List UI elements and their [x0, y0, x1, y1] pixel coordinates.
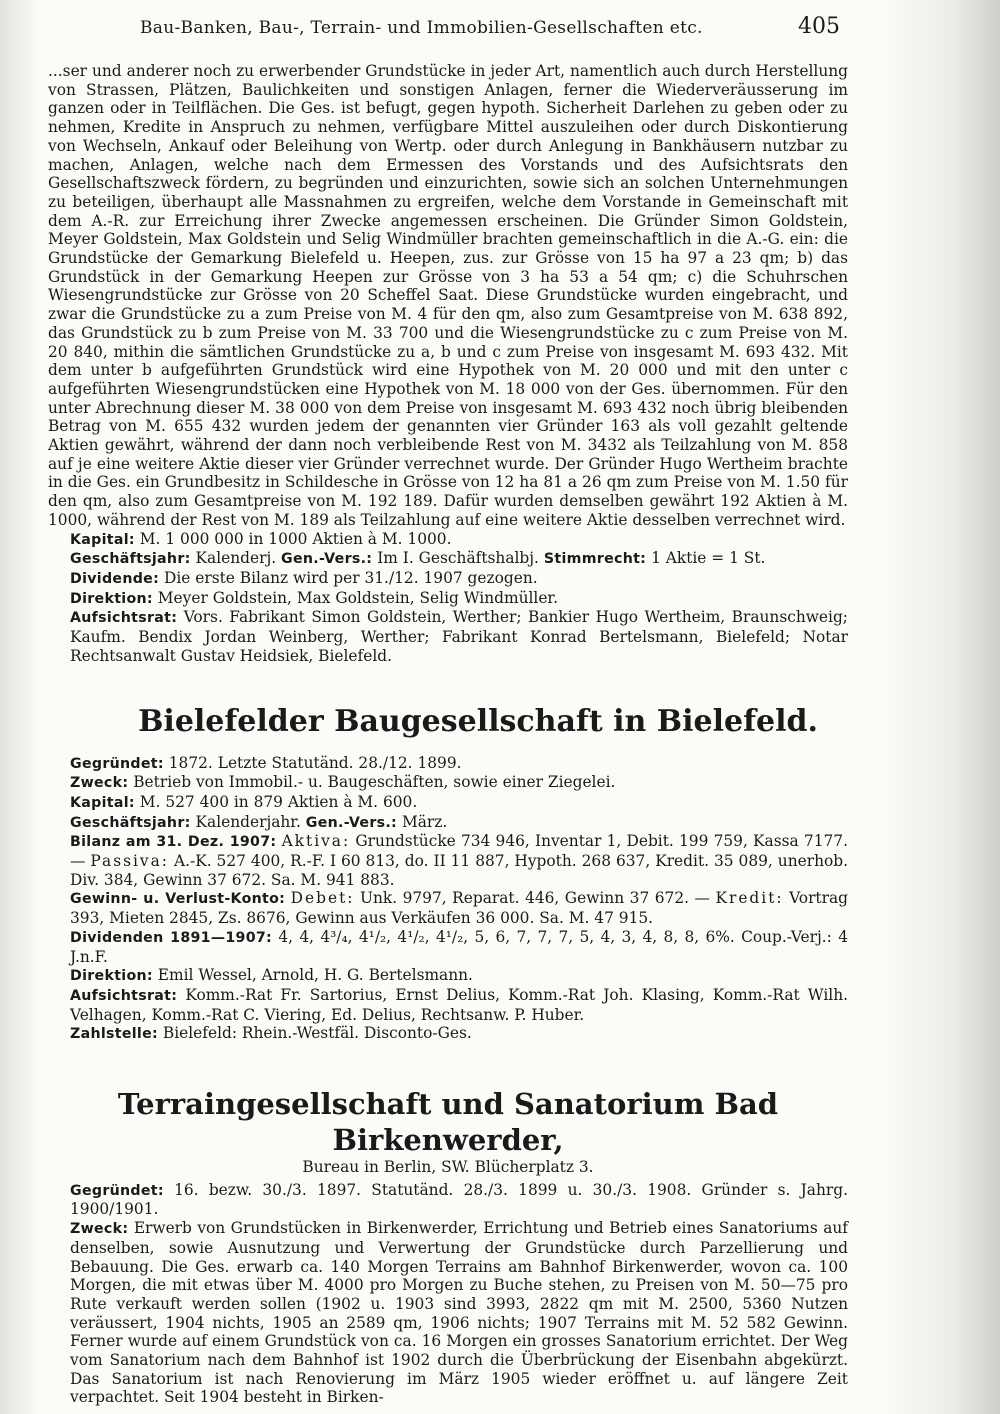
entry2-dividenden: Dividenden 1891—1907: 4, 4, 4³/₄, 4¹/₂, 4¹/₂, 4¹/₂, 5, 6, 7, 7, 7, 5, 4, 3, 4, 8, 8, 6%. Coup.-Verj.: 4 J.n.F. — [70, 927, 848, 966]
page-number: 405 — [798, 14, 840, 39]
entry2-gegruendet: Gegründet: 1872. Letzte Statutänd. 28./12. 1899. — [70, 753, 462, 772]
entry-bielefelder-baugesellschaft — [48, 704, 848, 1045]
entry2-bilanz: Bilanz am 31. Dez. 1907: Aktiva: Grundstücke 734 946, Inventar 1, Debit. 199 759, Kassa 7177. — Passiva: A.-K. 527 400, R.-F. I 60 813, do. II 11 887, Hypoth. 268 637, Kredit. 35 089, unerhob. Div. 384, Gewinn 37 672. Sa. M. 941 883. — [70, 832, 848, 889]
entry2-zahlstelle: Zahlstelle: Bielefeld: Rhein.-Westfäl. Disconto-Ges. — [70, 1024, 472, 1043]
page-content — [48, 62, 848, 1407]
entry2-zweck: Zweck: Betrieb von Immobil.- u. Baugeschäften, sowie einer Ziegelei. — [70, 773, 616, 792]
page-edge-shadow — [880, 0, 1000, 1414]
entry2-aufsichtsrat: Aufsichtsrat: Komm.-Rat Fr. Sartorius, Ernst Delius, Komm.-Rat Joh. Klasing, Komm.-Rat Wilh. Velhagen, Komm.-Rat C. Viering, Ed. Delius, Rechtsanw. P. Huber. — [70, 985, 848, 1024]
entry3-gegruendet: Gegründet: 16. bezw. 30./3. 1897. Statutänd. 28./3. 1899 u. 30./3. 1908. Gründer s. Jahrg. 1900/1901. — [70, 1180, 848, 1219]
entry3-title: Terraingesellschaft und Sanatorium Bad Birkenwerder, — [117, 1087, 779, 1158]
page-gutter-shadow — [0, 0, 40, 1414]
entry1-kapital: Kapital: M. 1 000 000 in 1000 Aktien à M. 1000. — [70, 529, 452, 548]
entry1-gj-line: Geschäftsjahr: Kalenderj. Gen.-Vers.: Im I. Geschäftshalbj. Stimmrecht: 1 Aktie = 1 St. — [70, 549, 766, 568]
running-head-title: Bau-Banken, Bau-, Terrain- und Immobilien-Gesellschaften etc. — [140, 18, 703, 38]
entry2-kapital: Kapital: M. 527 400 in 879 Aktien à M. 600. — [70, 792, 418, 811]
entry1-body: ...ser und anderer noch zu erwerbender Grundstücke in jeder Art, namentlich auch durch Herstellung von Strassen, Plätzen, Baulichkeiten und sonstigen Anlagen, ferner die Wiederveräusserung im ganzen oder in Teilflächen. Die Ges. ist befugt, gegen hypoth. Sicherheit Darlehen zu geben oder zu nehmen, Kredite in Anspruch zu nehmen, verfügbare Mittel auszuleihen oder durch Diskontierung von Wechseln, Ankauf oder Beleihung von Wertp. oder durch Anlegung in Bankhäusern nutzbar zu machen, Anlagen, welche nach dem Ermessen des Vorstands und des Aufsichtsrats den Gesellschaftszweck fördern, zu begründen und einzurichten, sowie sich an solchen Unternehmungen zu beteiligen, überhaupt alle Massnahmen zu ergreifen, welche dem Vorstande in Gemeinschaft mit dem A.-R. zur Erreichung ihrer Zwecke angemessen erscheinen. Die Gründer Simon Goldstein, Meyer Goldstein, Max Goldstein und Selig Windmüller brachten gemeinschaftlich in die A.-G. ein: die Grundstücke der Gemarkung Bielefeld u. Heepen, zus. zur Grösse von 15 ha 97 a 23 qm; b) das Grundstück in der Gemarkung Heepen zur Grösse von 3 ha 53 a 54 qm; c) die Schuhrschen Wiesengrundstücke zur Grösse von 20 Scheffel Saat. Diese Grundstücke wurden eingebracht, und zwar die Grundstücke zu a zum Preise von M. 4 für den qm, also zum Gesamtpreise von M. 638 892, das Grundstück zu b zum Preise von M. 33 700 und die Wiesengrundstücke zu c zum Preise von M. 20 840, mithin die sämtlichen Grundstücke zu a, b und c zum Preise von insgesamt M. 693 432. Mit dem unter b aufgeführten Grundstück wird eine Hypothek von M. 20 000 und mit den unter c aufgeführten Wiesengrundstücken eine Hypothek von M. 18 000 von der Ges. übernommen. Für den unter Abrechnung dieser M. 38 000 von dem Preise von insgesamt M. 693 432 noch übrig bleibenden Betrag von M. 655 432 wurden jedem der genannten vier Gründer 163 als voll gezahlt geltende Aktien gewährt, während der dann noch verbleibende Rest von M. 3432 als Teilzahlung von M. 858 auf je eine weitere Aktie dieser vier Gründer verrechnet wurde. Der Gründer Hugo Wertheim brachte in die Ges. ein Grundbesitz in Schildesche in Grösse von 12 ha 81 a 26 qm zum Preise von M. 1.50 für den qm, also zum Gesamtpreise von M. 192 189. Dafür wurden demselben gewährt 192 Aktien à M. 1000, während der Rest von M. 189 als Teilzahlung auf eine weitere Aktie desselben verrechnet wird. — [48, 62, 848, 529]
entry3-subtitle: Bureau in Berlin, SW. Blücherplatz 3. — [302, 1158, 594, 1177]
entry2-title: Bielefelder Baugesellschaft in Bielefeld. — [138, 703, 818, 739]
entry-continued — [48, 62, 848, 666]
entry2-guv: Gewinn- u. Verlust-Konto: Debet: Unk. 9797, Reparat. 446, Gewinn 37 672. — Kredit: Vortrag 393, Mieten 2845, Zs. 8676, Gewinn aus Verkäufen 36 000. Sa. M. 47 915. — [70, 889, 849, 928]
running-head — [140, 14, 840, 50]
entry-terraingesellschaft-birkenwerder — [48, 1086, 848, 1407]
entry3-zweck: Zweck: Erwerb von Grundstücken in Birkenwerder, Errichtung und Betrieb eines Sanatoriums auf denselben, sowie Ausnutzung und Verwertung der Grundstücke durch Parzellierung und Bebauung. Die Ges. erwarb ca. 140 Morgen Terrains am Bahnhof Birkenwerder, wovon ca. 100 Morgen, die mit etwas über M. 4000 pro Morgen zu Buche stehen, zu Preisen von M. 50—75 pro Rute verkauft werden sollen (1902 u. 1903 sind 3993, 2822 qm mit M. 2500, 5360 Nutzen veräussert, 1904 nichts, 1905 an 2589 qm, 1906 nichts; 1907 Terrains mit M. 52 582 Gewinn. Ferner wurde auf einem Grundstück von ca. 16 Morgen ein grosses Sanatorium errichtet. Der Weg vom Sanatorium nach dem Bahnhof ist 1902 durch die Überbrückung der Eisenbahn abgekürzt. Das Sanatorium ist nach Renovierung im März 1905 wieder eröffnet u. auf längere Zeit verpachtet. Seit 1904 besteht in Birken- — [70, 1219, 848, 1407]
entry1-dividende: Dividende: Die erste Bilanz wird per 31./12. 1907 gezogen. — [70, 568, 538, 587]
entry2-gj-line: Geschäftsjahr: Kalenderjahr. Gen.-Vers.: März. — [70, 812, 448, 831]
entry1-aufsichtsrat: Aufsichtsrat: Vors. Fabrikant Simon Goldstein, Werther; Bankier Hugo Wertheim, Braunschweig; Kaufm. Bendix Jordan Weinberg, Werther; Fabrikant Konrad Bertelsmann, Bielefeld; Notar Rechtsanwalt Gustav Heidsiek, Bielefeld. — [70, 608, 848, 665]
entry1-direktion: Direktion: Meyer Goldstein, Max Goldstein, Selig Windmüller. — [70, 588, 558, 607]
entry2-direktion: Direktion: Emil Wessel, Arnold, H. G. Bertelsmann. — [70, 966, 473, 985]
